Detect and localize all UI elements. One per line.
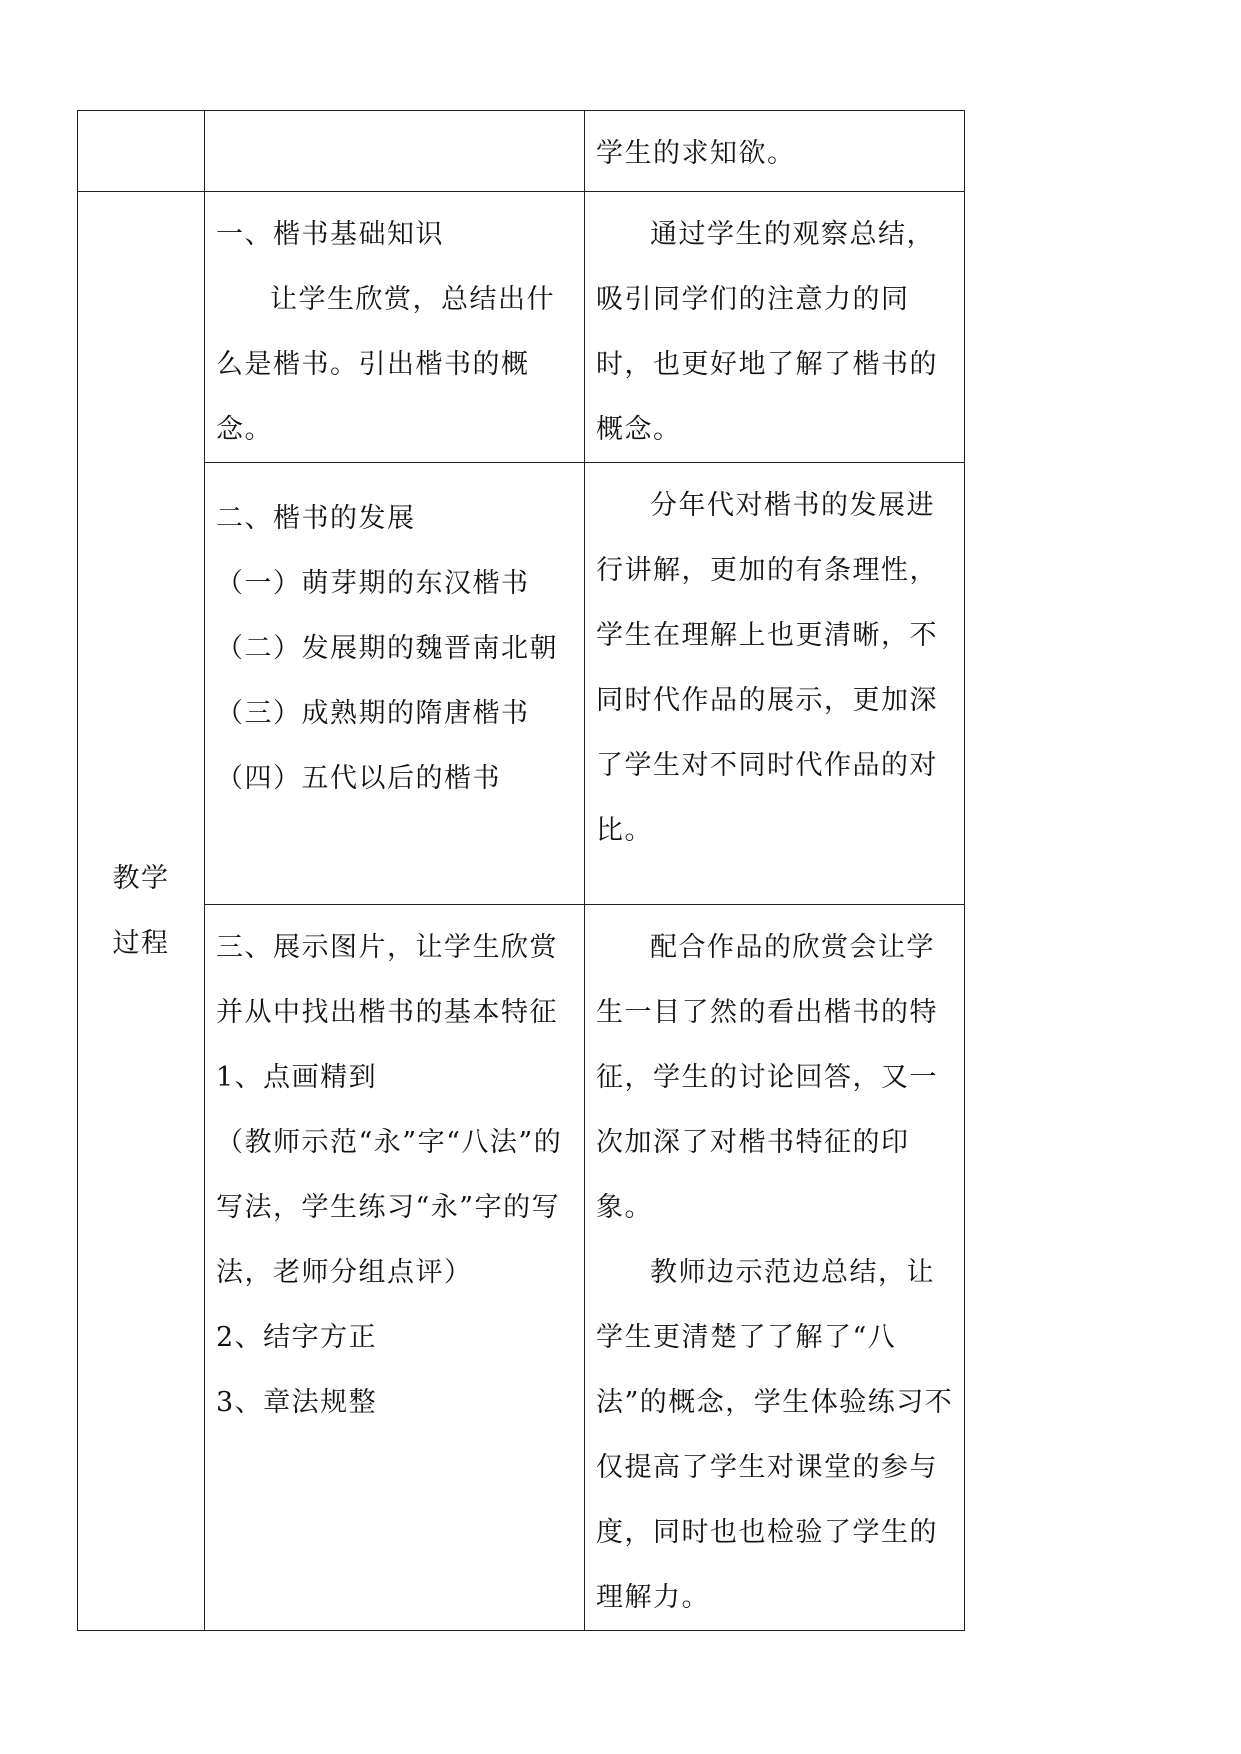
basic-body: 让学生欣赏，总结出什么是楷书。引出楷书的概念。 [216, 284, 555, 445]
content-cell-features [205, 905, 585, 1631]
development-item: （二）发展期的魏晋南北朝 [216, 633, 558, 664]
development-item: （一）萌芽期的东汉楷书 [216, 568, 530, 599]
lesson-plan-table [77, 110, 965, 1631]
development-purpose: 分年代对楷书的发展进行讲解，更加的有条理性，学生在理解上也更清晰，不同时代作品的展示，更加深了学生对不同时代作品的对比。 [596, 490, 938, 846]
section-label-line-1: 教学 [112, 863, 170, 894]
features-item-2: 2、结字方正 [216, 1322, 378, 1353]
features-purpose-2: 教师边示范边总结，让学生更清楚了了解了“八法”的概念，学生体验练习不仅提高了学生对课堂的参与度，同时也也检验了学生的理解力。 [596, 1257, 954, 1613]
table-row-basic [78, 192, 965, 463]
table-row-development [78, 463, 965, 905]
development-item: （四）五代以后的楷书 [216, 763, 501, 794]
table-row-intro [78, 111, 965, 192]
row-label-cell [78, 111, 205, 192]
development-heading: 二、楷书的发展 [216, 503, 416, 534]
purpose-cell-development [585, 463, 965, 905]
section-label-cell [78, 192, 205, 1631]
features-note: （教师示范“永”字“八法”的写法，学生练习“永”字的写法，老师分组点评） [216, 1127, 563, 1288]
purpose-cell [585, 111, 965, 192]
content-cell [205, 111, 585, 192]
purpose-text: 学生的求知欲。 [596, 138, 796, 169]
features-heading: 三、展示图片，让学生欣赏并从中找出楷书的基本特征 [216, 932, 558, 1028]
section-label-line-2: 过程 [112, 928, 170, 959]
development-item: （三）成熟期的隋唐楷书 [216, 698, 530, 729]
features-item-1: 1、点画精到 [216, 1062, 378, 1093]
table-row-features [78, 905, 965, 1631]
features-purpose-1: 配合作品的欣赏会让学生一目了然的看出楷书的特征，学生的讨论回答，又一次加深了对楷书特征的印象。 [596, 932, 938, 1223]
purpose-cell-features [585, 905, 965, 1631]
basic-purpose: 通过学生的观察总结，吸引同学们的注意力的同时，也更好地了解了楷书的概念。 [596, 219, 938, 445]
content-cell-development [205, 463, 585, 905]
purpose-cell-basic [585, 192, 965, 463]
features-item-3: 3、章法规整 [216, 1387, 378, 1418]
content-cell-basic [205, 192, 585, 463]
basic-heading: 一、楷书基础知识 [216, 219, 444, 250]
